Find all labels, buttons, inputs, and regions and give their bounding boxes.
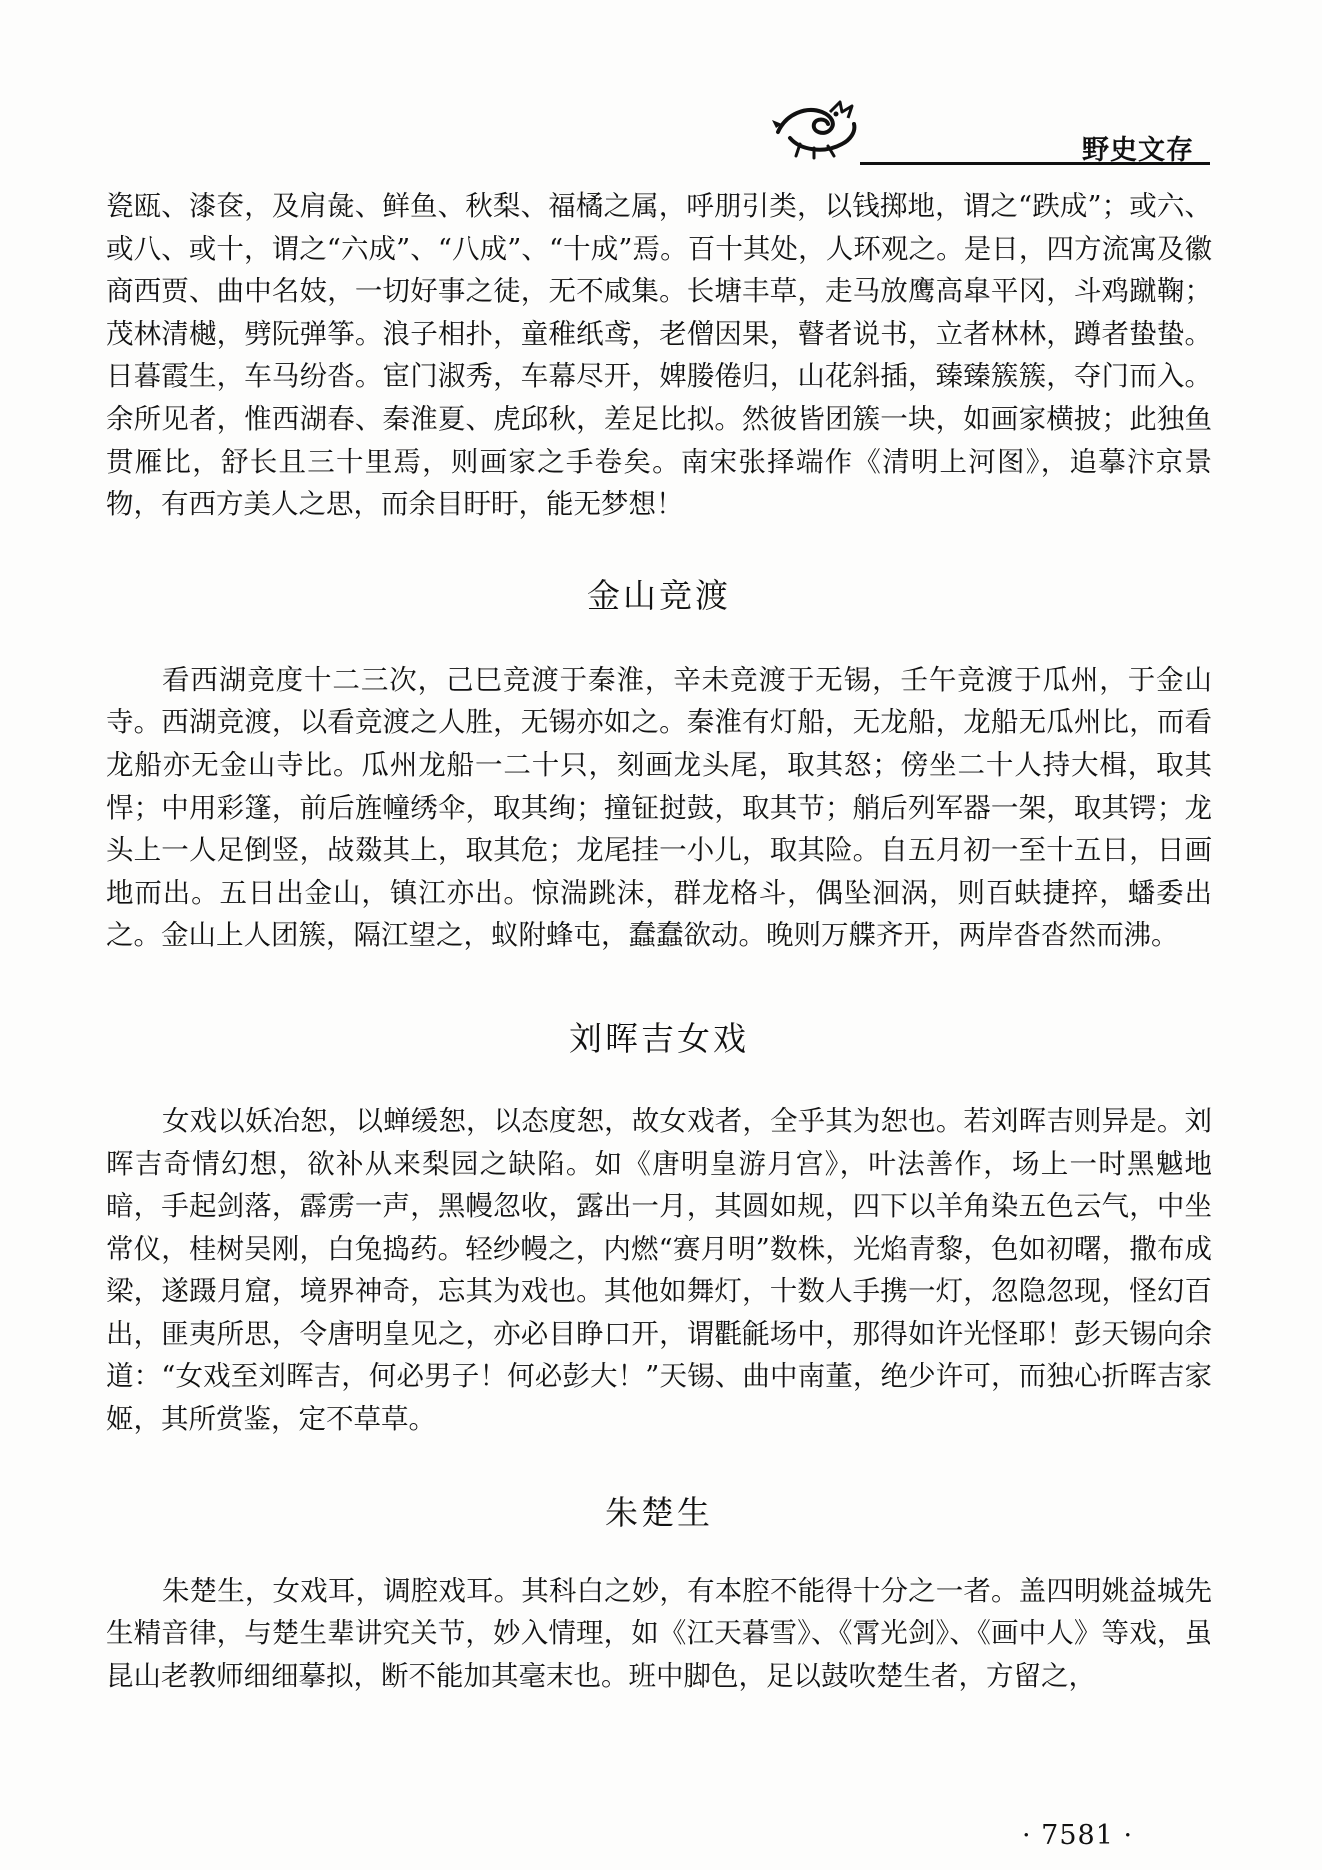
section-title-zhu-chusheng: 朱楚生 bbox=[605, 1492, 713, 1532]
section-text-zhu-chusheng: 朱楚生，女戏耳，调腔戏耳。其科白之妙，有本腔不能得十分之一者。盖四明姚益城先生精音律，与楚生辈讲究关节，妙入情理，如《江天暮雪》、《霄光剑》、《画中人》等戏，虽昆山老教师细细摹拟，断不能加其毫末也。班中脚色，足以鼓吹楚生者，方留之， bbox=[106, 1574, 1212, 1692]
section-title-jinshan: 金山竞渡 bbox=[587, 575, 731, 615]
dragon-emblem-icon bbox=[770, 98, 862, 160]
book-series-title: 野史文存 bbox=[1082, 135, 1194, 166]
section-title-liu-huiji: 刘晖吉女戏 bbox=[569, 1018, 749, 1058]
page-header bbox=[0, 0, 1322, 165]
section-text-liu-huiji: 女戏以妖冶恕，以蝉缓恕，以态度恕，故女戏者，全乎其为恕也。若刘晖吉则异是。刘晖吉奇情幻想，欲补从来梨园之缺陷。如《唐明皇游月宫》，叶法善作，场上一时黑魆地暗，手起剑落，霹雳一声，黑幔忽收，露出一月，其圆如规，四下以羊角染五色云气，中坐常仪，桂树吴刚，白兔捣药。轻纱幔之，内燃“赛月明”数株，光焰青黎，色如初曙，撒布成梁，遂蹑月窟，境界神奇，忘其为戏也。其他如舞灯，十数人手携一灯，忽隐忽现，怪幻百出，匪夷所思，令唐明皇见之，亦必目睁口开，谓氍毹场中，那得如许光怪耶！彭天锡向余道：“女戏至刘晖吉，何必男子！何必彭大！”天锡、曲中南董，绝少许可，而独心折晖吉家姬，其所赏鉴，定不草草。 bbox=[106, 1104, 1212, 1436]
section-text-jinshan: 看西湖竞度十二三次，己巳竞渡于秦淮，辛未竞渡于无锡，壬午竞渡于瓜州，于金山寺。西湖竞渡，以看竞渡之人胜，无锡亦如之。秦淮有灯船，无龙船，龙船无瓜州比，而看龙船亦无金山寺比。瓜州龙船一二十只，刻画龙头尾，取其怒；傍坐二十人持大楫，取其悍；中用彩篷，前后旌幢绣伞，取其绚；撞钲挝鼓，取其节；艄后列军器一架，取其锷；龙头上一人足倒竖，敁敠其上，取其危；龙尾挂一小儿，取其险。自五月初一至十五日，日画地而出。五日出金山，镇江亦出。惊湍跳沫，群龙格斗，偶坠洄涡，则百蚨捷捽，蟠委出之。金山上人团簇，隔江望之，蚁附蜂屯，蠢蠢欲动。晚则万艓齐开，两岸沓沓然而沸。 bbox=[106, 663, 1212, 952]
header-rule bbox=[860, 162, 1210, 165]
page-body bbox=[106, 185, 1212, 1697]
page-number: · 7581 · bbox=[1022, 1820, 1134, 1851]
intro-paragraph: 瓷瓯、漆奁，及肩彘、鲜鱼、秋梨、福橘之属，呼朋引类，以钱掷地，谓之“跌成”；或六、或八、或十，谓之“六成”、“八成”、“十成”焉。百十其处，人环观之。是日，四方流寓及徽商西贾、曲中名妓，一切好事之徒，无不咸集。长塘丰草，走马放鹰高皐平冈，斗鸡蹴鞠；茂林清樾，劈阮弹筝。浪子相扑，童稚纸鸢，老僧因果，瞽者说书，立者林林，蹲者蛰蛰。日暮霞生，车马纷沓。宦门淑秀，车幕尽开，婢媵倦归，山花斜插，臻臻簇簇，夺门而入。余所见者，惟西湖春、秦淮夏、虎邱秋，差足比拟。然彼皆团簇一块，如画家横披；此独鱼贯雁比，舒长且三十里焉，则画家之手卷矣。南宋张择端作《清明上河图》，追摹汴京景物，有西方美人之思，而余目盱盱，能无梦想！ bbox=[106, 190, 1212, 521]
